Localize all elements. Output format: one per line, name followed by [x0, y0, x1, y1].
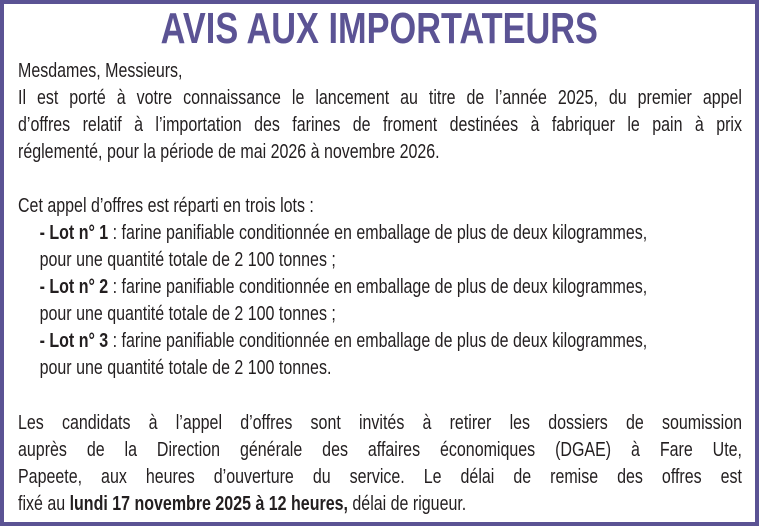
intro-line: d’offres relatif à l’importation des farines de froment destinées à fabriquer le pain à prix: [18, 114, 742, 136]
lot-label: - Lot n° 1: [39, 222, 109, 244]
lots-intro: Cet appel d’offres est réparti en trois lots :: [18, 195, 314, 217]
deadline-date: lundi 17 novembre 2025 à 12 heures,: [69, 493, 348, 515]
notice-title: [0, 4, 759, 54]
intro-line: Il est porté à votre connaissance le lancement au titre de l’année 2025, du premier appel: [18, 87, 742, 109]
lot-quantity: pour une quantité totale de 2 100 tonnes ;: [39, 249, 336, 271]
intro-line: réglementé, pour la période de mai 2026 à novembre 2026.: [18, 141, 440, 163]
lot-quantity: pour une quantité totale de 2 100 tonnes.: [39, 357, 332, 379]
closing-line: auprès de la Direction générale des affaires économiques (DGAE) à Fare Ute,: [18, 439, 742, 461]
lot-description: : farine panifiable conditionnée en emballage de plus de deux kilogrammes,: [108, 330, 648, 352]
closing-line: Les candidats à l’appel d’offres sont invités à retirer les dossiers de soumission: [18, 412, 742, 434]
lot-quantity: pour une quantité totale de 2 100 tonnes ;: [39, 303, 336, 325]
salutation: Mesdames, Messieurs,: [18, 60, 183, 82]
lot-description: : farine panifiable conditionnée en emballage de plus de deux kilogrammes,: [108, 276, 648, 298]
deadline-suffix: délai de rigueur.: [347, 493, 467, 515]
title-text: AVIS AUX IMPORTATEURS: [160, 4, 599, 53]
lot-description: : farine panifiable conditionnée en emballage de plus de deux kilogrammes,: [108, 222, 648, 244]
notice-body: [18, 58, 742, 518]
lot-label: - Lot n° 2: [39, 276, 109, 298]
deadline-line: [18, 491, 742, 518]
lot-item: [18, 220, 742, 274]
closing-line: Papeete, aux heures d’ouverture du service. Le délai de remise des offres est: [18, 466, 742, 488]
lot-label: - Lot n° 3: [39, 330, 109, 352]
lot-item: [18, 328, 742, 382]
deadline-prefix: fixé au: [18, 493, 70, 515]
lot-item: [18, 274, 742, 328]
